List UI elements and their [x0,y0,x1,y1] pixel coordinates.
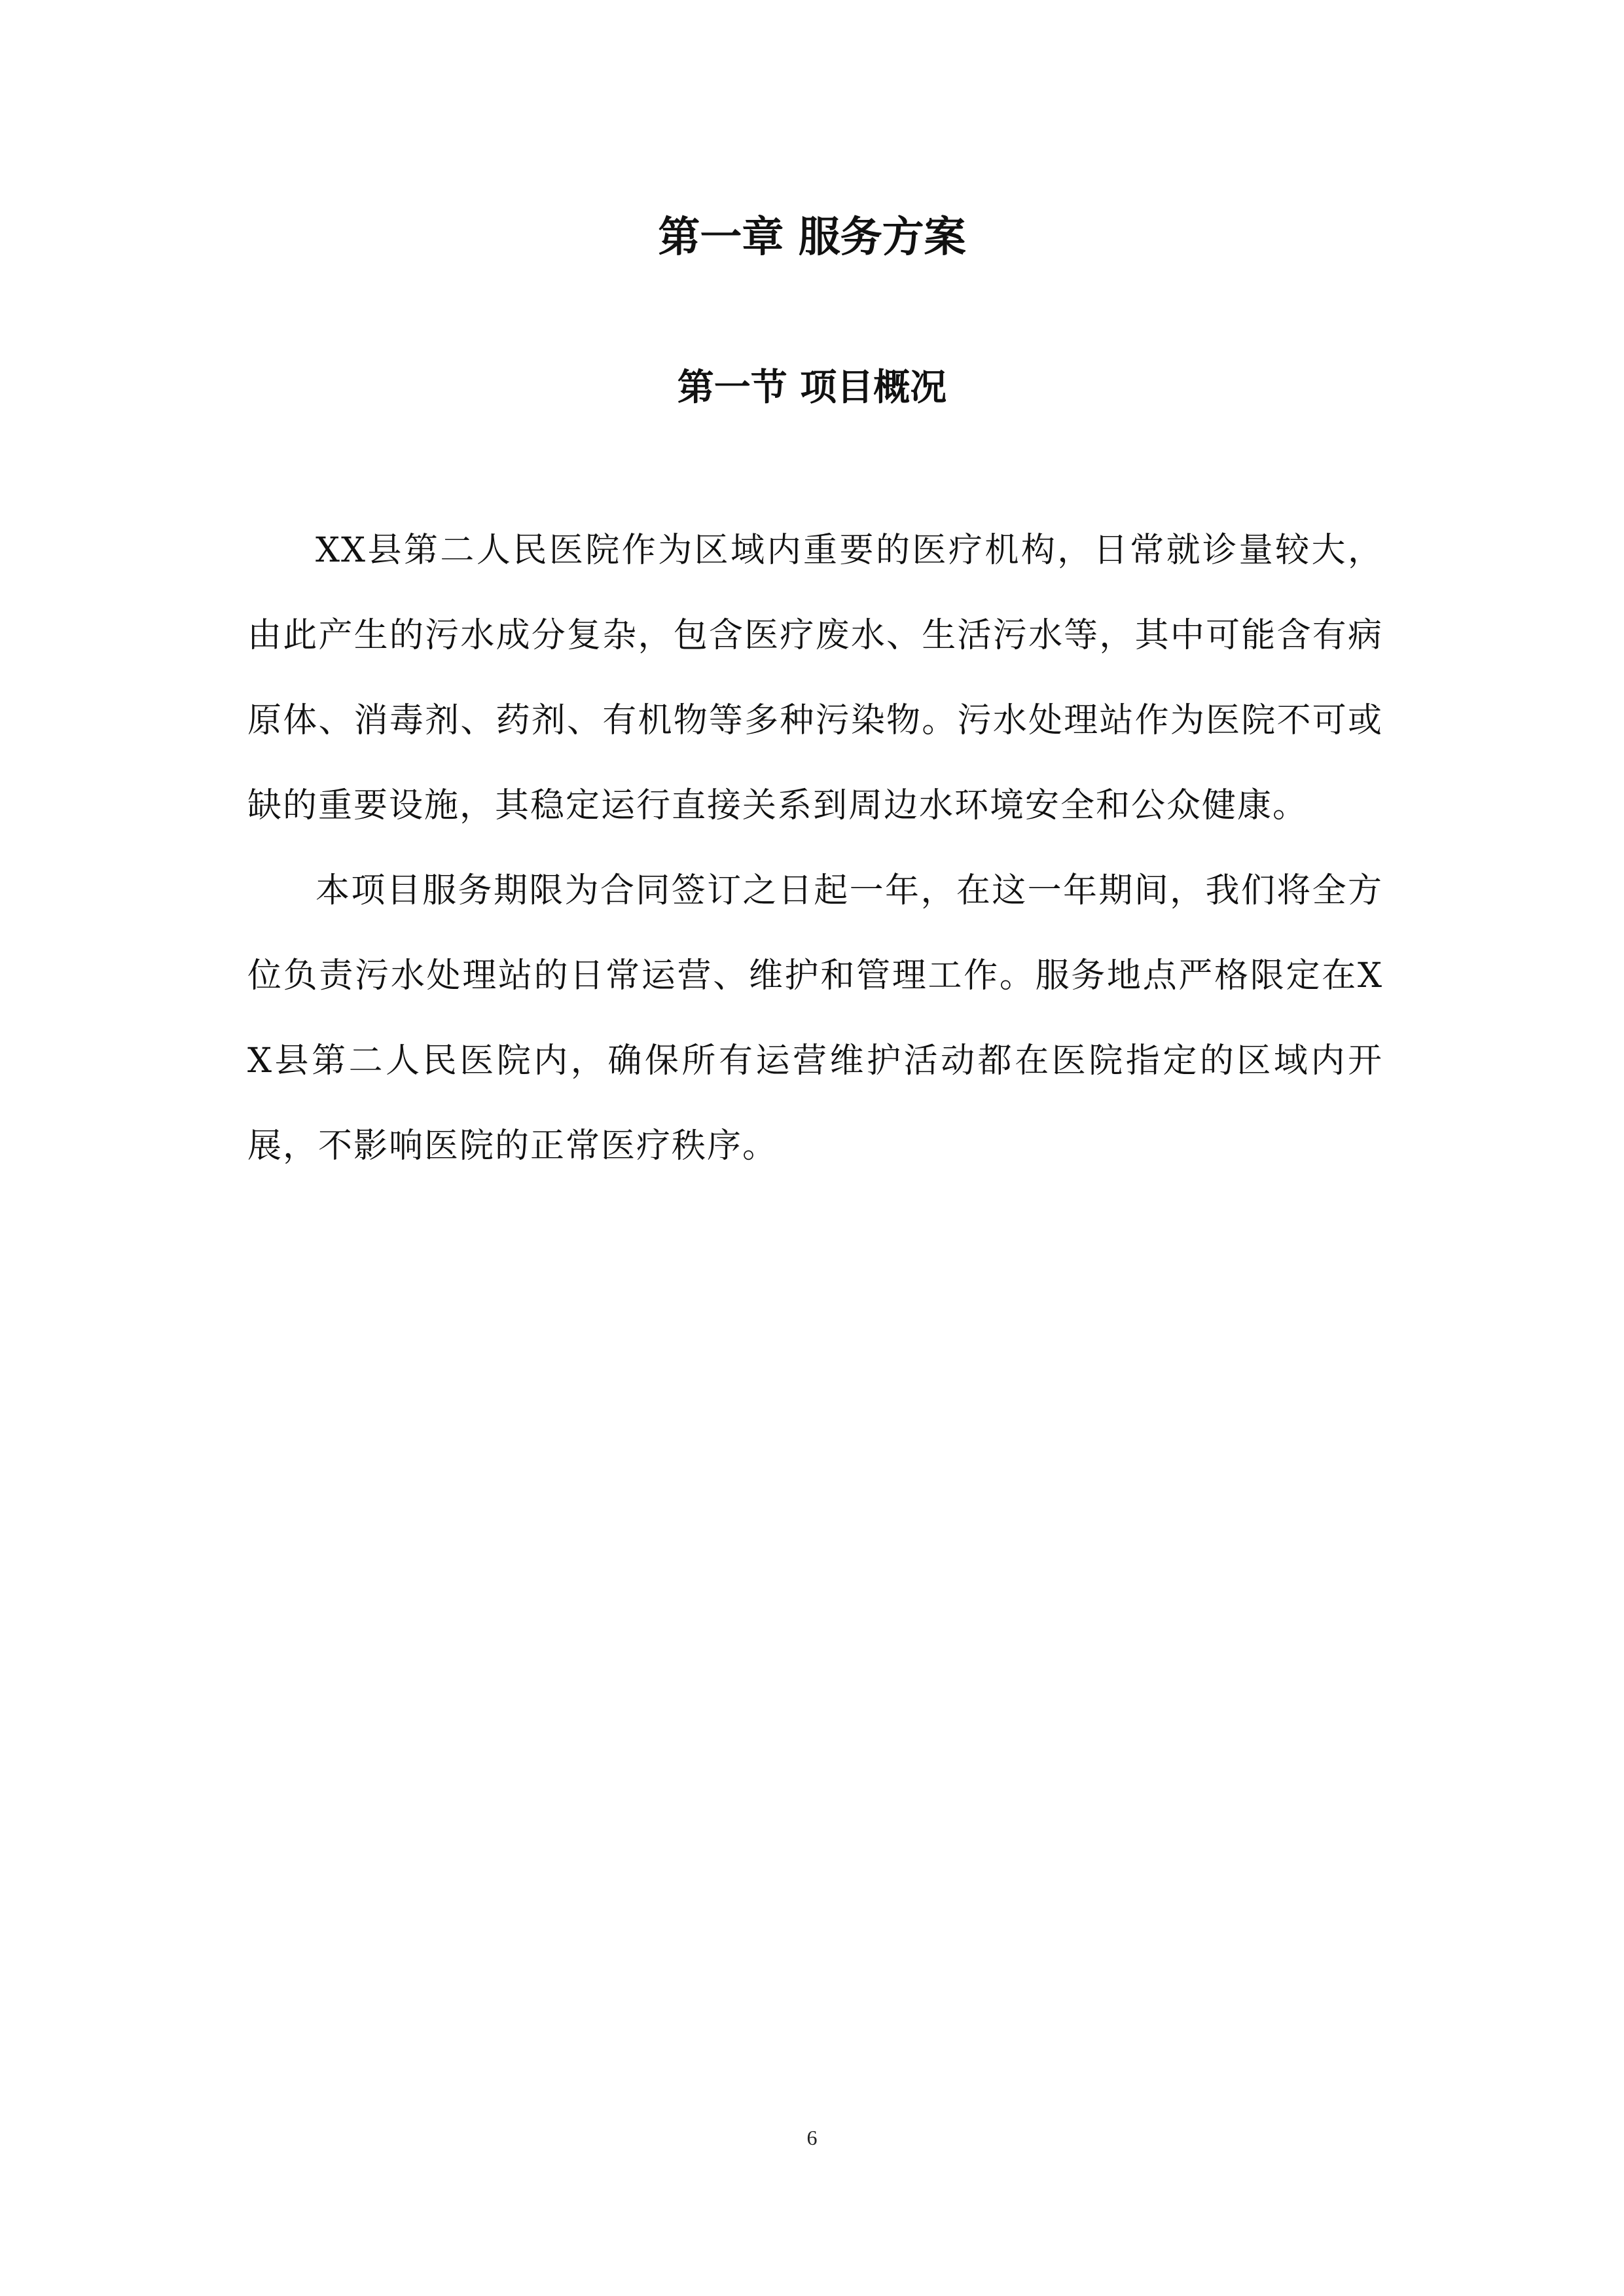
body-text [247,508,1383,1189]
page-number: 6 [806,2126,818,2149]
chapter-title: 第一章 服务方案 [658,213,966,262]
paragraph: XX县第二人民医院作为区域内重要的医疗机构，日常就诊量较大，由此产生的污水成分复杂，包含医疗废水、生活污水等，其中可能含有病原体、消毒剂、药剂、有机物等多种污染物。污水处理站作为医院不可或缺的重要设施，其稳定运行直接关系到周边水环境安全和公众健康。 [247,531,1383,825]
paragraph: 本项目服务期限为合同签订之日起一年，在这一年期间，我们将全方位负责污水处理站的日常运营、维护和管理工作。服务地点严格限定在XX县第二人民医院内，确保所有运营维护活动都在医院指定的区域内开展，不影响医院的正常医疗秩序。 [247,871,1383,1166]
section-title: 第一节 项目概况 [677,367,947,409]
